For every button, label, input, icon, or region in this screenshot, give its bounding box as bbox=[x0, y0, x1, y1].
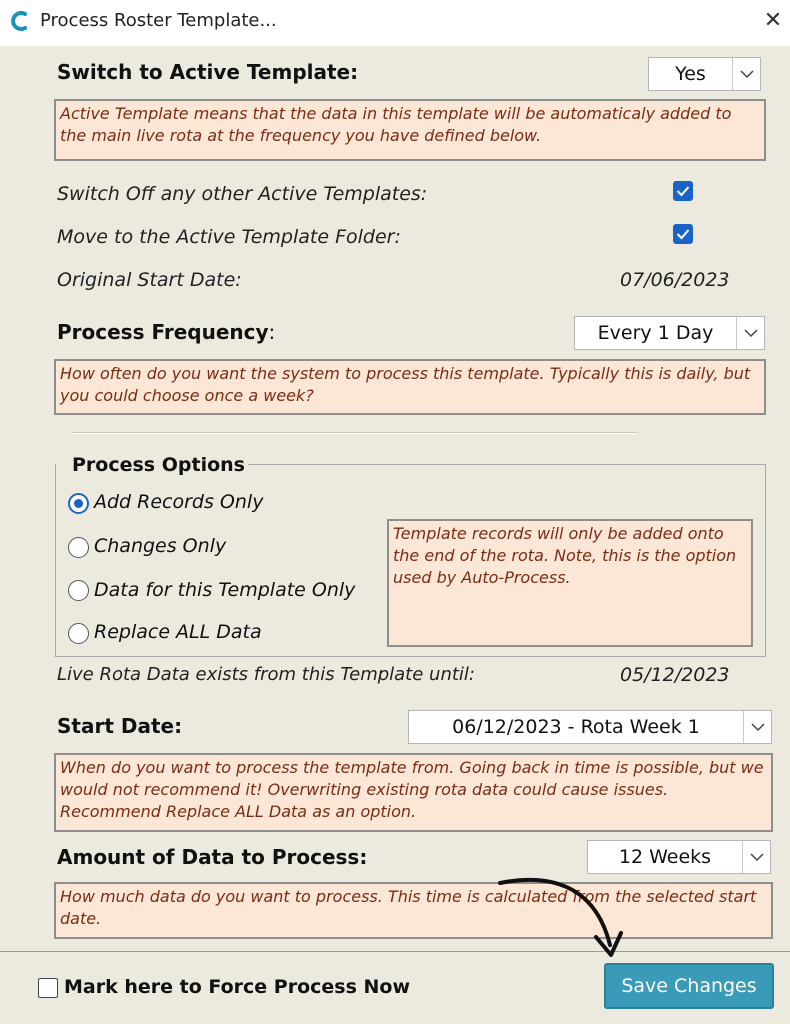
start-date-value: 06/12/2023 - Rota Week 1 bbox=[452, 716, 700, 738]
amount-value: 12 Weeks bbox=[618, 846, 712, 868]
radio-label-changes-only[interactable]: Changes Only bbox=[94, 535, 227, 557]
original-start-value: 07/06/2023 bbox=[620, 269, 730, 291]
chevron-down-icon[interactable] bbox=[732, 58, 760, 90]
section-divider bbox=[72, 432, 638, 434]
radio-replace-all-data[interactable] bbox=[68, 623, 89, 644]
app-logo-icon bbox=[8, 9, 30, 33]
chevron-down-icon[interactable] bbox=[743, 711, 771, 743]
active-template-heading: Switch to Active Template: bbox=[57, 60, 359, 84]
move-folder-label: Move to the Active Template Folder: bbox=[57, 226, 401, 248]
force-process-label[interactable]: Mark here to Force Process Now bbox=[64, 976, 411, 998]
start-date-info: When do you want to process the template from. Going back in time is possible, but we would not recommend it! Overwriting existing rota data could cause issues. Recommend Replace ALL Data as an option. bbox=[54, 753, 773, 832]
move-folder-checkbox[interactable] bbox=[673, 224, 693, 244]
save-changes-button[interactable]: Save Changes bbox=[604, 963, 774, 1009]
title-bar bbox=[0, 0, 790, 46]
window-title: Process Roster Template... bbox=[40, 10, 277, 31]
amount-heading: Amount of Data to Process: bbox=[57, 845, 368, 869]
radio-label-replace-all-data[interactable]: Replace ALL Data bbox=[94, 621, 262, 643]
close-icon[interactable]: ✕ bbox=[763, 8, 783, 33]
switch-off-label: Switch Off any other Active Templates: bbox=[57, 183, 428, 205]
radio-add-records-only[interactable] bbox=[68, 493, 89, 514]
radio-label-add-records-only[interactable]: Add Records Only bbox=[94, 491, 264, 513]
live-rota-label: Live Rota Data exists from this Template until: bbox=[57, 664, 475, 685]
active-template-info: Active Template means that the data in this template will be automaticaly added to the main live rota at the frequency you have defined below. bbox=[54, 99, 766, 161]
start-date-heading: Start Date: bbox=[57, 714, 183, 738]
radio-label-data-for-template-only[interactable]: Data for this Template Only bbox=[94, 579, 356, 601]
force-process-checkbox[interactable] bbox=[38, 978, 58, 998]
chevron-down-icon[interactable] bbox=[736, 317, 764, 349]
process-options-title: Process Options bbox=[69, 454, 248, 476]
radio-changes-only[interactable] bbox=[68, 537, 89, 558]
live-rota-value: 05/12/2023 bbox=[620, 664, 730, 686]
process-frequency-value: Every 1 Day bbox=[597, 322, 714, 344]
amount-select[interactable] bbox=[587, 840, 771, 874]
active-template-select[interactable] bbox=[648, 57, 761, 91]
amount-info: How much data do you want to process. This time is calculated from the selected start date. bbox=[54, 882, 773, 939]
process-frequency-info: How often do you want the system to process this template. Typically this is daily, but you could choose once a week? bbox=[54, 359, 766, 415]
original-start-label: Original Start Date: bbox=[57, 269, 242, 291]
process-frequency-select[interactable] bbox=[574, 316, 765, 350]
process-frequency-heading: Process Frequency: bbox=[57, 320, 276, 344]
radio-data-for-template-only[interactable] bbox=[68, 580, 89, 601]
start-date-select[interactable] bbox=[408, 710, 772, 744]
annotation-arrow-icon bbox=[490, 875, 630, 965]
switch-off-checkbox[interactable] bbox=[673, 181, 693, 201]
process-options-info: Template records will only be added onto the end of the rota. Note, this is the option used by Auto-Process. bbox=[387, 519, 753, 647]
chevron-down-icon[interactable] bbox=[742, 841, 770, 873]
active-template-value: Yes bbox=[675, 63, 706, 85]
